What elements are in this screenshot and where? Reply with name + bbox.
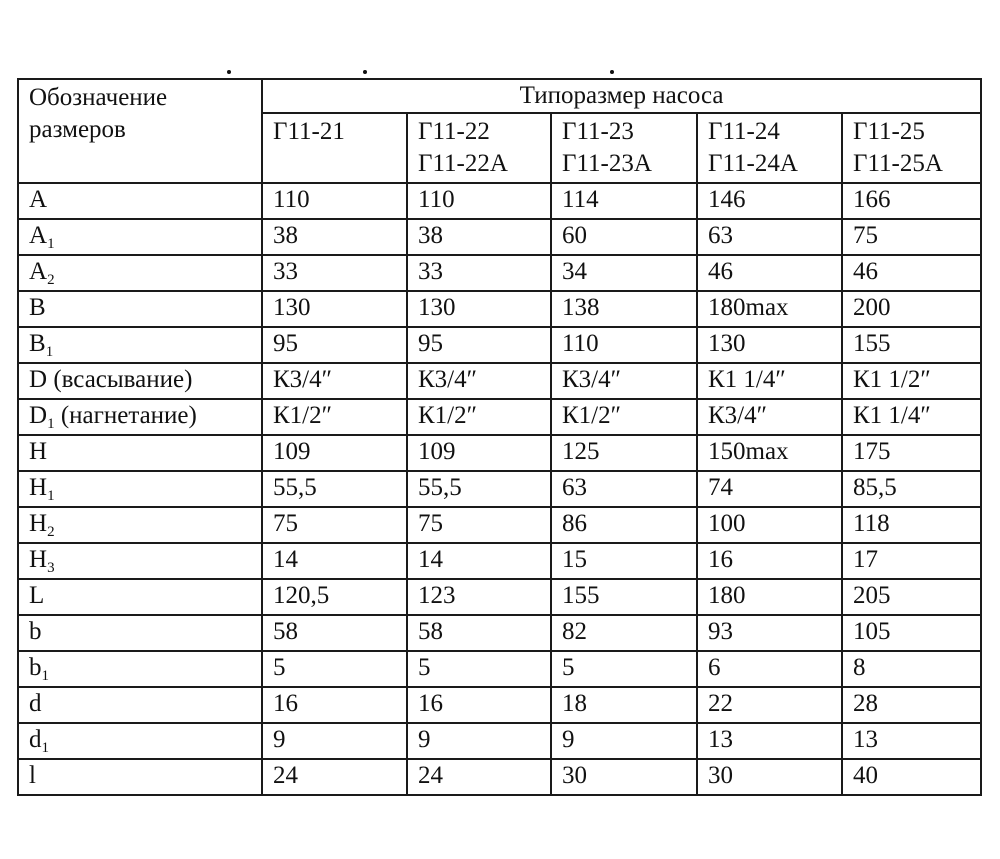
row-label-cell [18, 471, 262, 507]
table-row [18, 507, 981, 543]
header-row-group [18, 79, 981, 113]
table-cell: 34 [551, 255, 697, 291]
table-cell: 9 [551, 723, 697, 759]
table-row [18, 399, 981, 435]
row-label: b [29, 654, 42, 681]
model-name-line2: Г11-22А [418, 150, 508, 177]
row-label-subscript: 1 [47, 488, 55, 504]
row-label-cell [18, 687, 262, 723]
table-cell: 109 [262, 435, 407, 471]
model-name-line1: Г11-22 [418, 118, 490, 145]
row-label-cell [18, 363, 262, 399]
row-label: d [29, 690, 42, 717]
table-cell: 16 [262, 687, 407, 723]
model-header-4 [697, 113, 842, 183]
table-cell: К3/4″ [697, 399, 842, 435]
table-cell: 150max [697, 435, 842, 471]
row-label: A [29, 186, 48, 213]
model-header-5 [842, 113, 981, 183]
row-label-cell [18, 615, 262, 651]
row-label: L [29, 582, 45, 609]
row-label-suffix: (всасывание) [47, 366, 193, 393]
table-cell: 22 [697, 687, 842, 723]
table-cell: 5 [551, 651, 697, 687]
row-label-subscript: 2 [47, 524, 55, 540]
table-cell: 14 [262, 543, 407, 579]
table-cell: 105 [842, 615, 981, 651]
table-cell: 55,5 [407, 471, 551, 507]
stray-mark [363, 70, 367, 74]
table-cell: 5 [407, 651, 551, 687]
table-row [18, 183, 981, 219]
model-header-3 [551, 113, 697, 183]
table-cell: 55,5 [262, 471, 407, 507]
table-row [18, 579, 981, 615]
table-cell: 9 [407, 723, 551, 759]
pump-size-group-header: Типоразмер насоса [262, 79, 981, 113]
table-cell: 85,5 [842, 471, 981, 507]
row-label-cell [18, 255, 262, 291]
table-cell: 118 [842, 507, 981, 543]
table-row [18, 219, 981, 255]
table-row [18, 723, 981, 759]
model-header-1 [262, 113, 407, 183]
row-label: H [29, 510, 48, 537]
table-row [18, 435, 981, 471]
row-label-cell [18, 219, 262, 255]
table-cell: 17 [842, 543, 981, 579]
table-cell: 130 [262, 291, 407, 327]
row-label-subscript: 1 [41, 668, 49, 684]
table-cell: 16 [407, 687, 551, 723]
row-label-cell [18, 507, 262, 543]
table-cell: 63 [697, 219, 842, 255]
dimension-designation-line2: размеров [29, 116, 126, 143]
row-label: H [29, 438, 48, 465]
table-cell: 130 [407, 291, 551, 327]
table-cell: 46 [842, 255, 981, 291]
dimension-designation-line1: Обозначение [29, 84, 168, 111]
row-label-suffix: (нагнетание) [54, 402, 197, 429]
table-cell: 24 [407, 759, 551, 795]
table-row [18, 327, 981, 363]
table-cell: К1/2″ [262, 399, 407, 435]
table-row [18, 759, 981, 795]
table-cell: 130 [697, 327, 842, 363]
row-label-cell [18, 723, 262, 759]
table-cell: 74 [697, 471, 842, 507]
stray-mark [610, 70, 614, 74]
table-cell: 75 [842, 219, 981, 255]
table-cell: 40 [842, 759, 981, 795]
row-label-cell [18, 183, 262, 219]
table-cell: 33 [262, 255, 407, 291]
row-label: A [29, 258, 48, 285]
table-cell: 75 [407, 507, 551, 543]
table-cell: 146 [697, 183, 842, 219]
table-cell: 13 [842, 723, 981, 759]
table-cell: 15 [551, 543, 697, 579]
row-label-cell [18, 291, 262, 327]
table-row [18, 687, 981, 723]
table-cell: 86 [551, 507, 697, 543]
table-cell: К1 1/4″ [842, 399, 981, 435]
table-cell: 24 [262, 759, 407, 795]
row-label: d [29, 726, 42, 753]
row-label-subscript: 2 [47, 272, 55, 288]
dimension-designation-header [18, 79, 262, 183]
table-cell: К3/4″ [551, 363, 697, 399]
table-cell: 18 [551, 687, 697, 723]
table-cell: К1 1/4″ [697, 363, 842, 399]
model-name-line1: Г11-21 [273, 118, 345, 145]
table-cell: 100 [697, 507, 842, 543]
row-label-cell [18, 579, 262, 615]
table-cell: 6 [697, 651, 842, 687]
table-cell: 16 [697, 543, 842, 579]
row-label-subscript: 3 [47, 560, 55, 576]
row-label-cell [18, 651, 262, 687]
table-cell: К1/2″ [407, 399, 551, 435]
row-label-cell [18, 759, 262, 795]
table-cell: 75 [262, 507, 407, 543]
row-label-subscript: 1 [41, 740, 49, 756]
table-cell: 180max [697, 291, 842, 327]
model-name-line1: Г11-25 [853, 118, 925, 145]
table-cell: 60 [551, 219, 697, 255]
table-cell: 123 [407, 579, 551, 615]
row-label: H [29, 474, 48, 501]
model-header-2 [407, 113, 551, 183]
table-row [18, 291, 981, 327]
table-cell: 180 [697, 579, 842, 615]
table-row [18, 651, 981, 687]
table-cell: 38 [407, 219, 551, 255]
row-label: H [29, 546, 48, 573]
table-cell: 125 [551, 435, 697, 471]
table-cell: 14 [407, 543, 551, 579]
table-cell: 155 [842, 327, 981, 363]
table-cell: 175 [842, 435, 981, 471]
row-label: D [29, 366, 48, 393]
model-name-line1: Г11-24 [708, 118, 780, 145]
row-label: D [29, 402, 48, 429]
row-label: B [29, 294, 46, 321]
row-label-cell [18, 327, 262, 363]
table-cell: 109 [407, 435, 551, 471]
table-cell: К3/4″ [407, 363, 551, 399]
table-cell: 33 [407, 255, 551, 291]
table-cell: К3/4″ [262, 363, 407, 399]
row-label-cell [18, 399, 262, 435]
table-body [18, 183, 981, 795]
table-cell: 58 [262, 615, 407, 651]
table-cell: 63 [551, 471, 697, 507]
row-label-subscript: 1 [47, 416, 55, 432]
table-cell: 110 [551, 327, 697, 363]
table-cell: 13 [697, 723, 842, 759]
table-cell: 120,5 [262, 579, 407, 615]
row-label-cell [18, 543, 262, 579]
table-row [18, 543, 981, 579]
table-cell: 30 [551, 759, 697, 795]
table-cell: 166 [842, 183, 981, 219]
table-row [18, 615, 981, 651]
table-cell: 82 [551, 615, 697, 651]
model-name-line2: Г11-25А [853, 150, 943, 177]
table-cell: 93 [697, 615, 842, 651]
table-cell: 9 [262, 723, 407, 759]
row-label: b [29, 618, 42, 645]
table-cell: 138 [551, 291, 697, 327]
table-cell: К1 1/2″ [842, 363, 981, 399]
table-cell: 200 [842, 291, 981, 327]
pump-dimensions-table [17, 78, 982, 796]
table-cell: 58 [407, 615, 551, 651]
model-name-line2: Г11-24А [708, 150, 798, 177]
table-cell: 46 [697, 255, 842, 291]
table-cell: 155 [551, 579, 697, 615]
table-cell: 30 [697, 759, 842, 795]
table-cell: К1/2″ [551, 399, 697, 435]
row-label-subscript: 1 [45, 344, 54, 360]
table-cell: 110 [407, 183, 551, 219]
stray-mark [227, 70, 231, 74]
table-cell: 38 [262, 219, 407, 255]
table-cell: 205 [842, 579, 981, 615]
table-cell: 95 [262, 327, 407, 363]
row-label: A [29, 222, 48, 249]
table-cell: 110 [262, 183, 407, 219]
table-row [18, 471, 981, 507]
table-cell: 5 [262, 651, 407, 687]
row-label: B [29, 330, 46, 357]
table-cell: 8 [842, 651, 981, 687]
table-cell: 95 [407, 327, 551, 363]
table-row [18, 363, 981, 399]
table-cell: 28 [842, 687, 981, 723]
row-label-subscript: 1 [47, 236, 55, 252]
table-cell: 114 [551, 183, 697, 219]
model-name-line1: Г11-23 [562, 118, 634, 145]
table-row [18, 255, 981, 291]
model-name-line2: Г11-23А [562, 150, 652, 177]
row-label-cell [18, 435, 262, 471]
row-label: l [29, 762, 36, 789]
